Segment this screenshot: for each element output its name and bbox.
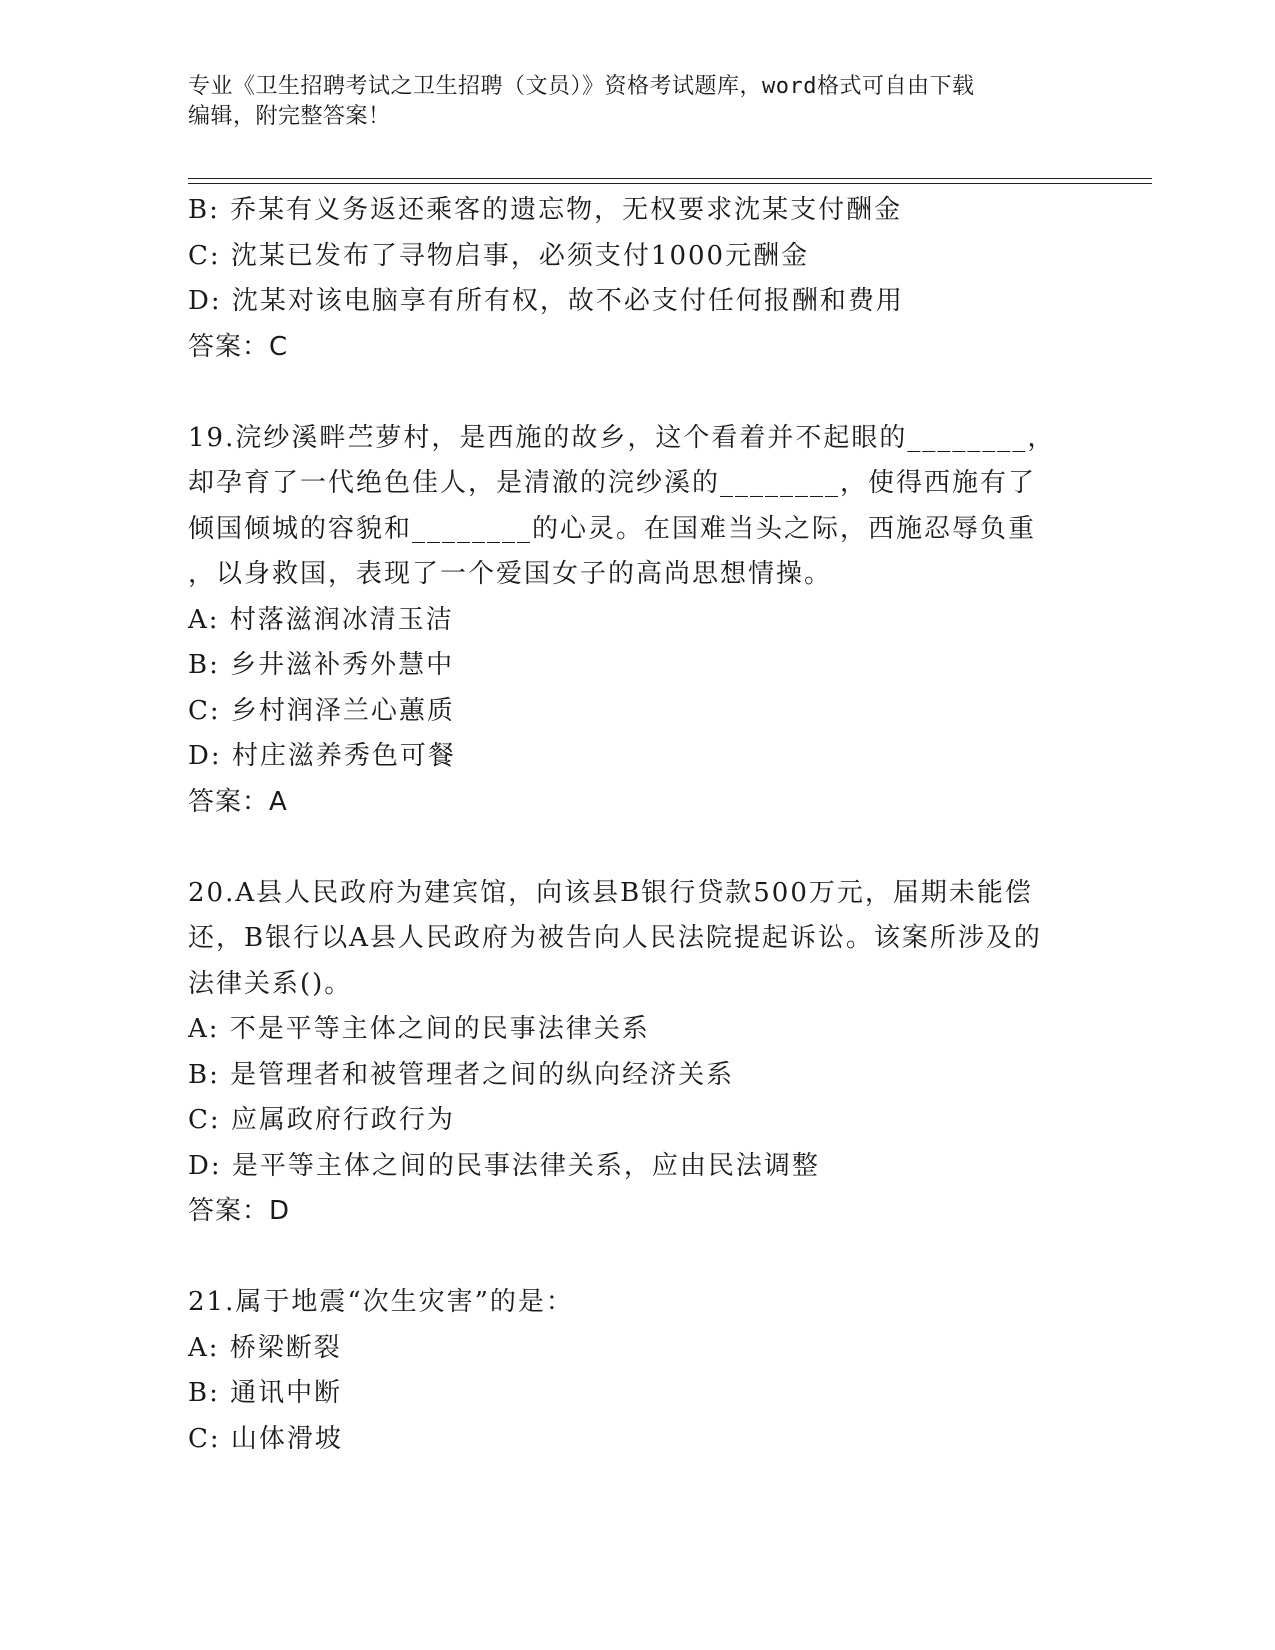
- header-divider-top: [188, 178, 1152, 179]
- question-20-line-2: 还，B银行以A县人民政府为被告向人民法院提起诉讼。该案所涉及的: [188, 923, 1042, 953]
- header-divider-bottom: [188, 183, 1152, 184]
- answer-label: 答案：A: [188, 786, 288, 817]
- question-19-line-4: ，以身救国，表现了一个爱国女子的高尚思想情操。: [188, 559, 833, 589]
- question-20-line-1: 20.A县人民政府为建宾馆，向该县B银行贷款500万元，届期未能偿: [188, 877, 1033, 908]
- option-b: B: 乔某有义务返还乘客的遗忘物，无权要求沈某支付酬金: [188, 195, 903, 225]
- question-21-line-1: 21.属于地震“次生灾害”的是：: [188, 1287, 574, 1317]
- header-line-1: [188, 72, 1068, 102]
- option-c: C: 山体滑坡: [188, 1423, 343, 1454]
- option-c: C: 应属政府行政行为: [188, 1105, 455, 1135]
- option-d: D: 是平等主体之间的民事法律关系，应由民法调整: [188, 1150, 820, 1181]
- option-a: A: 村落滋润冰清玉洁: [188, 604, 454, 635]
- option-d: D: 沈某对该电脑享有所有权，故不必支付任何报酬和费用: [188, 286, 904, 316]
- question-19-line-1: 19.浣纱溪畔苎萝村，是西施的故乡，这个看着并不起眼的________，: [188, 422, 1056, 453]
- answer-label: 答案：C: [188, 331, 289, 362]
- header-suffix: 格式可自由下载: [817, 74, 975, 99]
- question-content: [188, 188, 1088, 1462]
- option-d: D: 村庄滋养秀色可餐: [188, 741, 456, 771]
- question-19-line-2: 却孕育了一代绝色佳人，是清澈的浣纱溪的________，使得西施有了: [188, 468, 1037, 498]
- option-b: B: 通讯中断: [188, 1378, 343, 1408]
- option-c: C: 沈某已发布了寻物启事，必须支付1000元酬金: [188, 240, 810, 271]
- header-line-2: 编辑，附完整答案！: [188, 104, 391, 129]
- option-a: A: 桥梁断裂: [188, 1332, 342, 1363]
- answer-label: 答案：D: [188, 1196, 291, 1226]
- option-b: B: 是管理者和被管理者之间的纵向经济关系: [188, 1059, 735, 1090]
- option-a: A: 不是平等主体之间的民事法律关系: [188, 1014, 650, 1044]
- document-header: [188, 72, 1068, 132]
- header-prefix: 专业《卫生招聘考试之卫生招聘（文员）》资格考试题库，: [188, 74, 763, 99]
- option-c: C: 乡村润泽兰心蕙质: [188, 695, 455, 726]
- question-20-line-3: 法律关系()。: [188, 968, 353, 999]
- question-19-line-3: 倾国倾城的容貌和________的心灵。在国难当头之际，西施忍辱负重: [188, 513, 1037, 544]
- header-word: word: [762, 74, 817, 99]
- option-b: B: 乡井滋补秀外慧中: [188, 650, 455, 680]
